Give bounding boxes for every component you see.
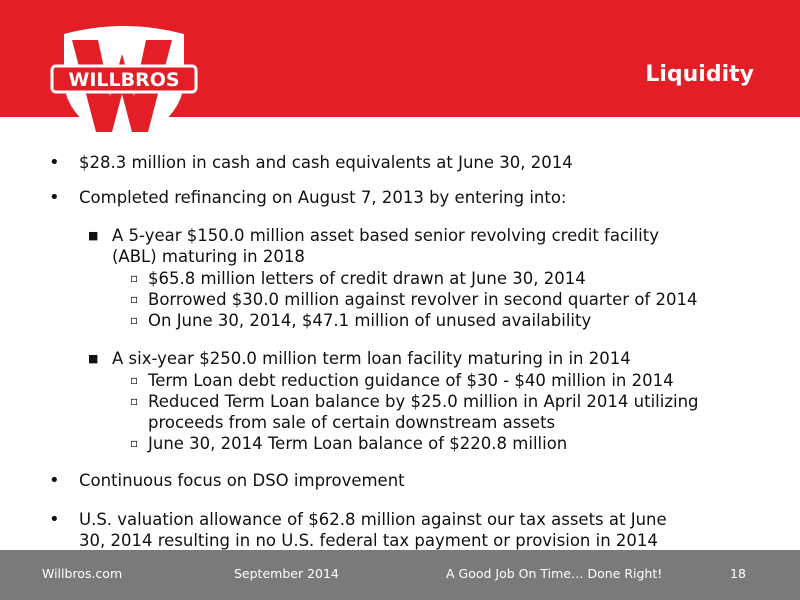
sub-sub-bullet-letters: $65.8 million letters of credit drawn at June 30, 2014 — [148, 269, 586, 288]
sub-sub-bullet-marker: ▫ — [130, 436, 139, 450]
sub-bullet-marker: ■ — [88, 352, 99, 365]
footer-page-number: 18 — [730, 566, 746, 581]
bullet-valuation-line2: 30, 2014 resulting in no U.S. federal tax payment or provision in 2014 — [79, 531, 658, 550]
sub-sub-bullet-marker: ▫ — [130, 271, 139, 285]
sub-sub-bullet-marker: ▫ — [130, 394, 139, 408]
sub-sub-bullet-reduced-line1: Reduced Term Loan balance by $25.0 million in April 2014 utilizing — [148, 392, 699, 411]
sub-sub-bullet-marker: ▫ — [130, 313, 139, 327]
footer-site: Willbros.com — [42, 566, 123, 581]
sub-sub-bullet-availability: On June 30, 2014, $47.1 million of unused availability — [148, 311, 592, 330]
sub-sub-bullet-balance: June 30, 2014 Term Loan balance of $220.8 million — [148, 434, 568, 453]
bullet-valuation-line1: U.S. valuation allowance of $62.8 million against our tax assets at June — [79, 510, 667, 529]
bullet-marker: • — [49, 152, 60, 173]
slide-title: Liquidity — [645, 62, 754, 87]
sub-bullet-abl-line1: A 5-year $150.0 million asset based senior revolving credit facility — [112, 226, 660, 245]
sub-bullet-marker: ■ — [88, 229, 99, 242]
sub-sub-bullet-reduced-line2: proceeds from sale of certain downstream assets — [148, 413, 556, 432]
bullet-marker: • — [49, 470, 60, 491]
bullet-refinancing: Completed refinancing on August 7, 2013 by entering into: — [79, 188, 567, 207]
sub-sub-bullet-borrowed: Borrowed $30.0 million against revolver in second quarter of 2014 — [148, 290, 698, 309]
footer-date: September 2014 — [234, 566, 339, 581]
sub-bullet-term-loan: A six-year $250.0 million term loan facility maturing in in 2014 — [112, 349, 631, 368]
sub-bullet-abl-line2: (ABL) maturing in 2018 — [112, 247, 305, 266]
footer-bar — [0, 550, 800, 600]
sub-sub-bullet-marker: ▫ — [130, 373, 139, 387]
sub-sub-bullet-guidance: Term Loan debt reduction guidance of $30 - $40 million in 2014 — [148, 371, 674, 390]
bullet-marker: • — [49, 509, 60, 530]
footer-tagline: A Good Job On Time… Done Right! — [446, 566, 663, 581]
logo-text: WILLBROS — [68, 69, 180, 91]
sub-sub-bullet-marker: ▫ — [130, 292, 139, 306]
bullet-marker: • — [49, 187, 60, 208]
bullet-dso: Continuous focus on DSO improvement — [79, 471, 405, 490]
bullet-cash: $28.3 million in cash and cash equivalents at June 30, 2014 — [79, 153, 573, 172]
